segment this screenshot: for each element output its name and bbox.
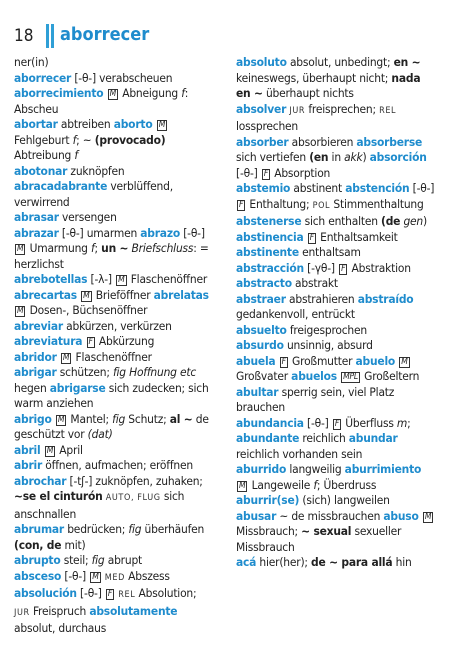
entry-text: Großmutter: [288, 353, 356, 368]
entry-text: abstrahieren: [285, 291, 358, 306]
entry-text: nada en ~: [236, 70, 421, 100]
entry-text: [-θ-]: [61, 568, 90, 583]
entry-headword: abundante: [236, 431, 300, 445]
entry-text: [-tʃ-] zuknöpfen, zuhaken;: [66, 473, 203, 488]
entry-headword: abstracción: [236, 260, 304, 275]
entry-text: hin: [392, 555, 412, 569]
entry-text: in: [328, 150, 345, 164]
page-number: 18: [14, 26, 34, 46]
entry-text: de ~ para allá: [311, 555, 393, 569]
entry-text: ): [423, 214, 427, 228]
dictionary-entry: [236, 416, 436, 463]
entry-headword: absolutamente: [89, 603, 178, 618]
entry-headword: abotonar: [14, 163, 68, 178]
entry-text: April: [56, 442, 83, 457]
header-bar-icon: [51, 24, 54, 48]
entry-text: : = herzlichst: [14, 241, 209, 271]
dictionary-entry: [236, 181, 436, 230]
entry-text: schützen;: [56, 365, 113, 379]
entry-text: fig: [91, 553, 105, 567]
dictionary-entry: [14, 443, 214, 459]
entry-text: Absorption: [271, 165, 331, 180]
entry-text: (sich) langweilen: [299, 493, 390, 507]
entry-text: Mantel;: [67, 411, 113, 426]
grammar-tag: MPL: [343, 372, 358, 382]
entry-text: [304, 230, 307, 244]
dictionary-entry: [236, 102, 436, 135]
entry-headword: abuelos: [291, 369, 337, 383]
entry-text: Abstraktion: [348, 260, 411, 275]
entry-headword: abstinencia: [236, 229, 304, 244]
grammar-tag: M: [17, 244, 24, 254]
entry-text: POL: [312, 200, 331, 211]
entry-headword: abuso: [383, 508, 419, 523]
entry-text: hier(her);: [256, 555, 312, 569]
entry-text: ): [362, 150, 370, 164]
entry-text: ~ sexual: [301, 524, 352, 538]
entry-text: [-θ-]: [236, 165, 261, 180]
entry-headword: acá: [236, 555, 257, 569]
entry-headword: abstenerse: [236, 214, 302, 228]
entry-text: abstinent: [290, 181, 346, 195]
entry-text: [275, 354, 278, 368]
entry-text: [-λ-]: [87, 272, 116, 286]
entry-text: bedrücken;: [64, 522, 129, 536]
entry-headword: abstraer: [236, 291, 286, 306]
entry-text: lossprechen: [236, 119, 299, 133]
entry-text: sich vertiefen: [236, 150, 310, 164]
entry-headword: absuelto: [236, 322, 287, 337]
entry-text: fig: [112, 411, 126, 426]
entry-headword: abrumar: [14, 522, 65, 536]
dictionary-entry: [236, 55, 436, 102]
dictionary-entry: [14, 412, 214, 443]
dictionary-entry: [236, 462, 436, 509]
entry-text: [-θ-]: [409, 181, 435, 195]
entry-text: [-θ-]: [76, 586, 105, 600]
entry-text: Dosen-, Büchsenöffner: [26, 303, 148, 317]
entry-text: Überfluss: [342, 415, 397, 430]
entry-text: keineswegs, überhaupt nicht;: [236, 70, 392, 85]
dictionary-entry: [14, 55, 214, 71]
dictionary-entry: [14, 164, 214, 180]
entry-headword: abrebotellas: [14, 272, 88, 286]
entry-headword: abstinente: [236, 245, 299, 259]
grammar-tag: F: [309, 232, 314, 243]
entry-headword: absorber: [236, 134, 289, 149]
entry-headword: abuelo: [355, 353, 396, 368]
entry-headword: abrir: [14, 458, 43, 472]
entry-headword: abstemio: [236, 181, 291, 195]
grammar-tag: F: [263, 168, 269, 179]
dictionary-entry: [14, 350, 214, 366]
entry-headword: abracadabrante: [14, 179, 108, 193]
entry-headword: abstracto: [236, 276, 292, 290]
entry-text: Freispruch: [29, 603, 90, 618]
entry-text: [-θ-] verabscheuen: [71, 70, 173, 85]
entry-text: versengen: [58, 210, 117, 224]
entry-headword: abortar: [14, 117, 58, 131]
dictionary-entry: [14, 458, 214, 474]
entry-text: Umarmung: [26, 241, 91, 255]
entry-text: freigesprochen: [286, 322, 367, 337]
dictionary-entry: [14, 226, 214, 273]
entry-text: Abszess: [124, 568, 170, 583]
entry-text: de geschützt vor: [14, 411, 209, 441]
entry-text: Abtreibung: [14, 148, 75, 162]
entry-text: gedankenvoll, entrückt: [236, 307, 355, 321]
entry-text: [52, 412, 55, 426]
entry-text: [419, 509, 422, 523]
grammar-tag: M: [57, 414, 65, 425]
entry-text: ~ de missbrauchen: [276, 508, 384, 523]
entry-text: unsinnig, absurd: [283, 338, 373, 352]
entry-headword: abusar: [236, 508, 277, 523]
grammar-tag: F: [239, 199, 244, 210]
header-bar-icon: [46, 24, 49, 48]
entry-text: akk: [344, 150, 363, 164]
entry-headword: abreviar: [14, 318, 63, 333]
entry-text: ; ~: [76, 132, 95, 147]
dictionary-entry: [14, 179, 214, 210]
dictionary-entry: [236, 555, 436, 571]
dictionary-entry: [14, 210, 214, 226]
entry-headword: aborto: [113, 117, 153, 131]
entry-text: fig Hoffnung etc: [112, 365, 196, 379]
entry-text: Abkürzung: [95, 334, 155, 348]
entry-headword: absorberse: [356, 134, 423, 149]
grammar-tag: M: [46, 445, 54, 456]
entry-text: Flaschenöffner: [72, 349, 152, 364]
entry-text: Missbrauch;: [236, 524, 302, 538]
entry-text: m: [396, 415, 408, 430]
grammar-tag: F: [281, 356, 286, 367]
entry-text: f: [72, 132, 77, 147]
entry-headword: aborrecimiento: [14, 86, 104, 100]
entry-text: Großvater: [236, 369, 292, 383]
grammar-tag: M: [109, 89, 117, 99]
entry-text: REL: [118, 590, 136, 600]
dictionary-entry: [14, 365, 214, 412]
entry-headword: abrupto: [14, 553, 61, 567]
entry-text: freisprechen;: [305, 101, 380, 116]
entry-headword: abrelatas: [153, 287, 209, 302]
entry-headword: absolver: [236, 101, 287, 116]
entry-text: Fehlgeburt: [14, 132, 73, 147]
entry-text: reichlich vorhanden sein: [236, 446, 363, 461]
entry-text: abrupt: [104, 553, 143, 567]
entry-text: en ~: [393, 55, 421, 69]
grammar-tag: F: [341, 263, 346, 274]
entry-text: Enthaltung;: [246, 196, 313, 211]
entry-text: öffnen, aufmachen; eröffnen: [42, 458, 193, 472]
entry-text: absorbieren: [288, 134, 357, 149]
grammar-tag: M: [401, 356, 408, 367]
entry-headword: abultar: [236, 384, 279, 399]
entry-text: sexueller Missbrauch: [236, 524, 402, 554]
entry-text: [77, 288, 80, 302]
entry-text: Schutz;: [125, 411, 170, 426]
entry-text: mit): [61, 537, 86, 552]
entry-text: ;: [407, 415, 411, 430]
entry-headword: abrigarse: [49, 380, 106, 395]
entry-headword: absceso: [14, 568, 62, 583]
grammar-tag: F: [88, 337, 93, 347]
grammar-tag: F: [334, 418, 340, 429]
grammar-tag: M: [92, 571, 99, 582]
entry-headword: abstraído: [357, 291, 414, 306]
entry-text: überhäufen: [141, 522, 205, 536]
grammar-tag: M: [118, 275, 125, 285]
entry-headword: abundar: [348, 431, 398, 445]
entry-text: hegen: [14, 380, 50, 395]
dictionary-entry: [14, 319, 214, 350]
grammar-tag: F: [107, 589, 113, 599]
entry-headword: abrochar: [14, 473, 67, 488]
entry-text: (dat): [87, 427, 113, 441]
entry-text: sich zudecken; sich warm anziehen: [14, 380, 209, 410]
dictionary-entry: [236, 230, 436, 261]
right-column: [236, 55, 436, 571]
dictionary-entry: [236, 338, 436, 354]
entry-text: [103, 86, 106, 100]
entry-headword: aburrido: [236, 462, 287, 476]
entry-text: [-γθ-]: [303, 260, 339, 275]
entry-text: : Abscheu: [14, 86, 189, 116]
entry-text: JUR: [14, 607, 30, 618]
page-header: [14, 20, 314, 50]
entry-headword: abreviatura: [14, 334, 83, 348]
entry-text: Großeltern: [360, 369, 420, 383]
entry-text: [152, 117, 155, 131]
entry-text: überhaupt nichts: [262, 86, 354, 100]
entry-text: Langeweile: [248, 477, 314, 492]
grammar-tag: M: [239, 480, 246, 491]
entry-text: (con, de: [14, 537, 62, 552]
entry-text: abstrakt: [291, 276, 338, 290]
entry-headword: abundancia: [236, 415, 304, 430]
entry-text: steil;: [60, 553, 92, 567]
entry-text: (provocado): [94, 132, 166, 147]
grammar-tag: M: [17, 306, 24, 316]
entry-headword: abrecartas: [14, 287, 77, 302]
entry-text: MED: [104, 572, 125, 583]
grammar-tag: M: [83, 290, 90, 301]
entry-headword: abrigar: [14, 365, 57, 379]
entry-text: (en: [309, 150, 329, 164]
dictionary-entry: [236, 292, 436, 323]
entry-headword: abstención: [345, 181, 410, 195]
entry-text: sich anschnallen: [14, 489, 185, 521]
entry-headword: aborrecer: [14, 70, 72, 85]
entry-text: f: [90, 241, 95, 255]
entry-text: gen: [403, 214, 424, 228]
entry-text: AUTO, FLUG: [105, 493, 161, 503]
grammar-tag: M: [424, 511, 432, 522]
entry-text: ner(in): [14, 55, 49, 69]
entry-headword: abrasar: [14, 210, 59, 224]
dictionary-entry: [14, 553, 214, 569]
entry-text: sich enthalten: [301, 214, 382, 228]
entry-text: absolut, unbedingt;: [286, 55, 394, 69]
dictionary-entry: [14, 272, 214, 319]
entry-headword: absorción: [369, 150, 427, 164]
entry-text: ;: [94, 241, 102, 255]
entry-text: [-θ-]: [180, 225, 205, 240]
entry-text: f: [74, 148, 78, 162]
dictionary-entry: [236, 385, 436, 416]
entry-headword: absolución: [14, 586, 77, 600]
entry-headword: abridor: [14, 349, 57, 364]
entry-text: enthaltsam: [298, 245, 361, 259]
dictionary-entry: [236, 354, 436, 385]
entry-headword: aburrir(se): [236, 493, 300, 507]
entry-headword: aburrimiento: [344, 462, 422, 476]
entry-text: Absolution;: [135, 586, 197, 600]
entry-text: REL: [379, 105, 397, 116]
entry-text: [-θ-]: [303, 415, 332, 430]
grammar-tag: M: [158, 120, 166, 130]
entry-text: ; Überdruss: [316, 477, 377, 492]
entry-text: Enthaltsamkeit: [316, 229, 398, 244]
entry-headword: absurdo: [236, 338, 284, 352]
entry-text: [395, 354, 398, 368]
entry-text: Abneigung: [119, 86, 182, 100]
entry-headword: abrigo: [14, 411, 52, 426]
entry-headword: absoluto: [236, 55, 287, 69]
entry-text: [-θ-] umarmen: [58, 225, 141, 240]
entry-text: [337, 369, 340, 383]
entry-text: Brieföffner: [92, 287, 154, 302]
grammar-tag: M: [62, 352, 70, 363]
dictionary-entry: [236, 261, 436, 292]
entry-text: f: [181, 86, 185, 100]
entry-text: verblüffend, verwirrend: [14, 179, 173, 209]
entry-headword: abuela: [236, 353, 276, 368]
dictionary-entry: [236, 135, 436, 182]
entry-text: fig: [128, 522, 142, 536]
entry-text: un ~: [101, 241, 129, 255]
dictionary-entry: [14, 474, 214, 523]
entry-text: al ~: [169, 411, 193, 426]
entry-text: Briefschluss: [131, 241, 194, 255]
entry-text: [40, 443, 43, 457]
dictionary-entry: [14, 117, 214, 164]
entry-text: abkürzen, verkürzen: [62, 318, 172, 333]
left-column: [14, 55, 214, 637]
entry-text: ~se el cinturón: [14, 489, 103, 503]
entry-text: (de: [381, 214, 401, 228]
dictionary-entry: [14, 586, 214, 637]
entry-text: langweilig: [286, 462, 345, 476]
entry-text: sperrig sein, viel Platz brauchen: [236, 384, 395, 414]
entry-headword: abril: [14, 442, 41, 457]
entry-text: zuknöpfen: [67, 163, 125, 178]
entry-text: absolut, durchaus: [14, 621, 107, 635]
entry-text: Stimmenthaltung: [330, 196, 424, 211]
entry-text: [82, 334, 85, 348]
running-headword: aborrecer: [60, 24, 150, 45]
dictionary-entry: [14, 71, 214, 118]
entry-text: abtreiben: [57, 117, 114, 131]
dictionary-entry: [14, 569, 214, 587]
dictionary-entry: [236, 509, 436, 556]
dictionary-entry: [14, 522, 214, 553]
entry-text: reichlich: [299, 431, 349, 445]
dictionary-entry: [236, 323, 436, 339]
entry-headword: abrazo: [140, 225, 180, 240]
entry-text: f: [313, 477, 317, 492]
entry-text: Flaschenöffner: [127, 272, 208, 286]
entry-text: [57, 350, 60, 364]
entry-headword: abrazar: [14, 225, 59, 240]
entry-text: JUR: [289, 105, 306, 116]
